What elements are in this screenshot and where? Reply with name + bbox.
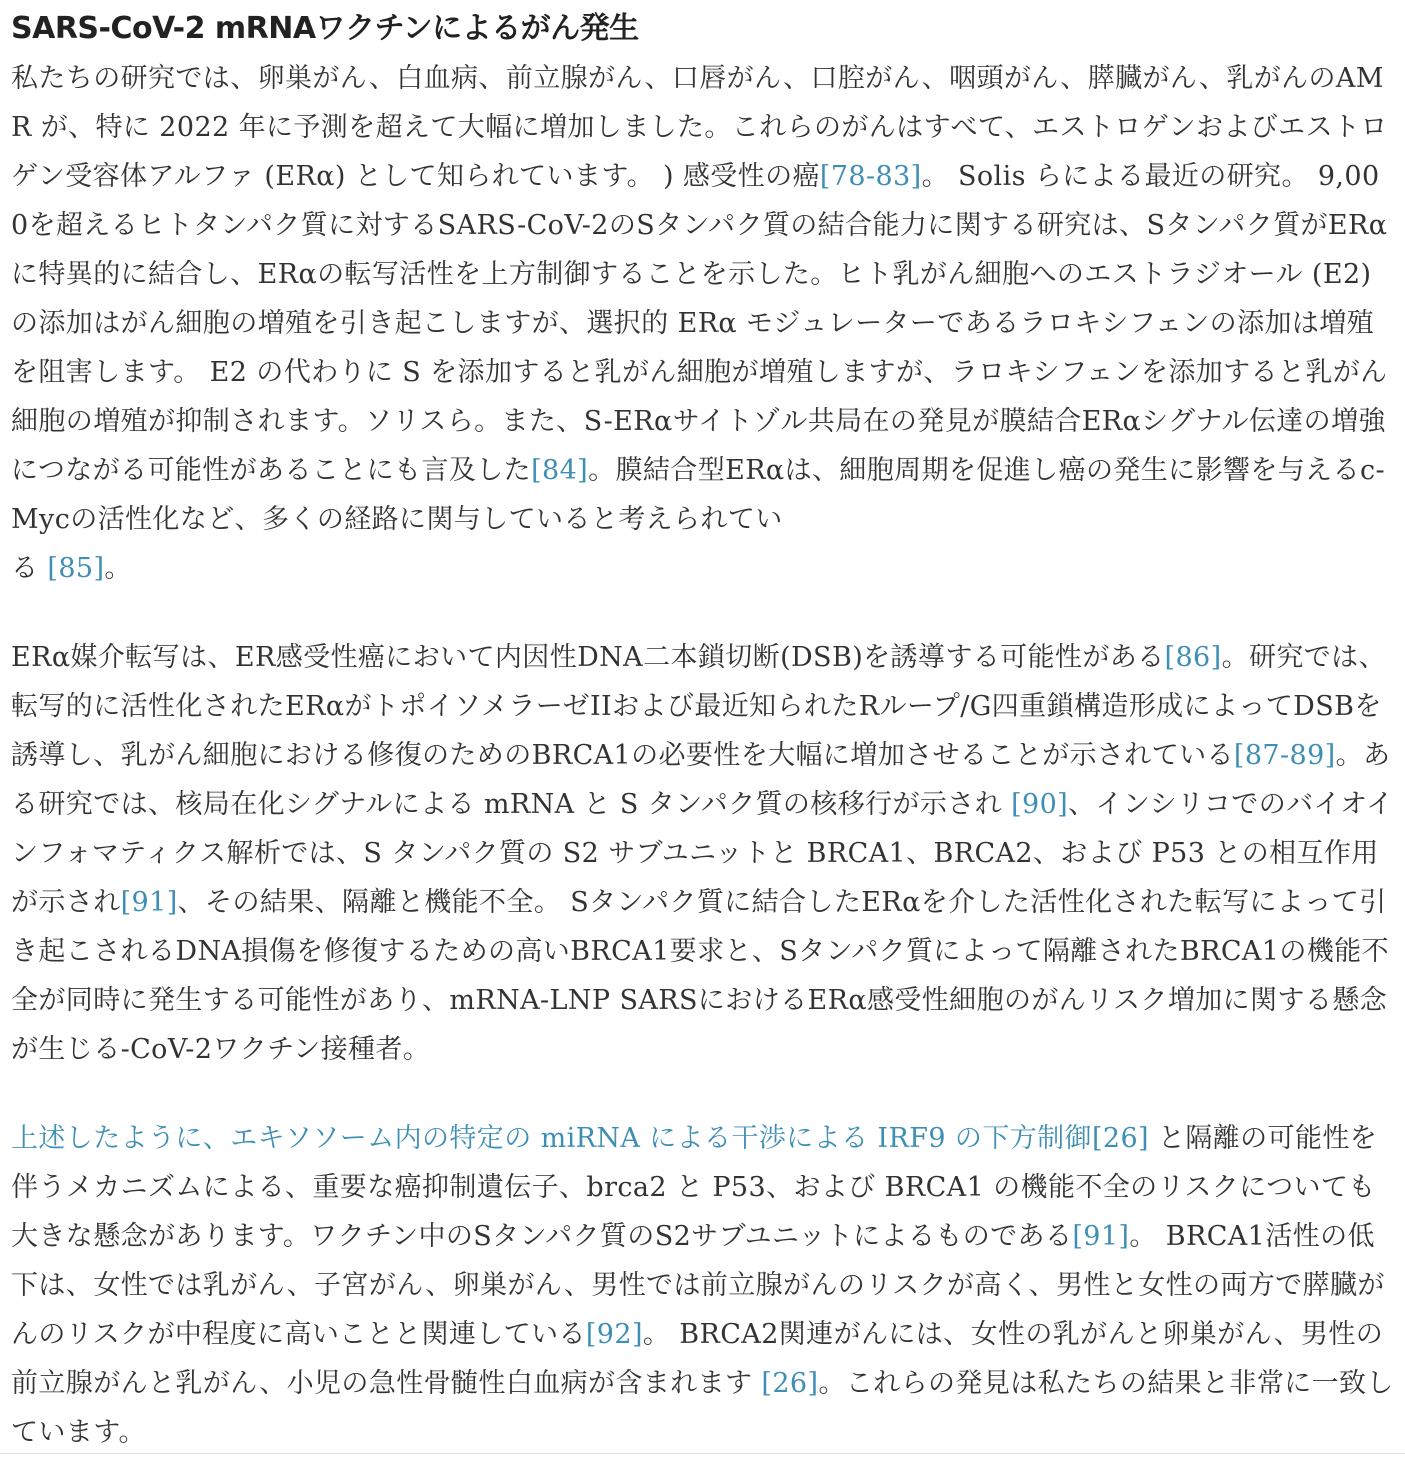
- citation-86-link[interactable]: [86]: [1165, 642, 1222, 673]
- paragraph-2-text-2: 。研究では、転写的に活性化されたERαがトポイソメラーゼIIおよび最近知られたRループ/G四重鎖構造形成によってDSBを誘導し、乳がん細胞における修復のためのBRCA1の必要性を大幅に増加させることが示されている: [11, 642, 1386, 771]
- citation-84-link[interactable]: [84]: [531, 455, 588, 486]
- irf9-downregulation-link[interactable]: 上述したように、エキソソーム内の特定の miRNA による干渉による IRF9 の下方制御: [11, 1123, 1092, 1154]
- citation-90-link[interactable]: [90]: [1011, 789, 1068, 820]
- paragraph-1-text-2: 。 Solis らによる最近の研究。 9,000を超えるヒトタンパク質に対するSARS-CoV-2のSタンパク質の結合能力に関する研究は、Sタンパク質がERαに特異的に結合し、ERαの転写活性を上方制御することを示した。ヒト乳がん細胞へのエストラジオール (E2) の添加はがん細胞の増殖を引き起こしますが、選択的 ERα モジュレーターであるラロキシフェンの添加は増殖を阻害します。 E2 の代わりに S を添加すると乳がん細胞が増殖しますが、ラロキシフェンを添加すると乳がん細胞の増殖が抑制されます。ソリスら。また、S-ERαサイトゾル共局在の発見が膜結合ERαシグナル伝達の増強につながる可能性があることにも言及した: [11, 161, 1388, 486]
- paragraph-3-text-2: 。 BRCA1活性の低下は、女性では乳がん、子宮がん、卵巣がん、男性では前立腺がんのリスクが高く、男性と女性の両方で膵臓がんのリスクが中程度に高いことと関連している: [11, 1221, 1385, 1350]
- section-heading: SARS-CoV-2 mRNAワクチンによるがん発生: [11, 6, 1394, 52]
- paragraph-2-text-1: ERα媒介転写は、ER感受性癌において内因性DNA二本鎖切断(DSB)を誘導する可能性がある: [11, 642, 1165, 673]
- paragraph-2-text-4: 、インシリコでのバイオインフォマティクス解析では、S タンパク質の S2 サブユニットと BRCA1、BRCA2、および P53 との相互作用が示され: [11, 789, 1394, 918]
- citation-91-link-2[interactable]: [91]: [1072, 1221, 1129, 1252]
- paragraph-1: [11, 54, 1394, 593]
- paragraph-3-text-1: と隔離の可能性を伴うメカニズムによる、重要な癌抑制遺伝子、brca2 と P53、および BRCA1 の機能不全のリスクについても大きな懸念があります。ワクチン中のSタンパク質のS2サブユニットによるものである: [11, 1123, 1377, 1252]
- paragraph-3-text-4: 。これらの発見は私たちの結果と非常に一致しています。: [11, 1368, 1394, 1448]
- citation-26-link-2[interactable]: [26]: [761, 1368, 818, 1399]
- paragraph-3-text-3: 。 BRCA2関連がんには、女性の乳がんと卵巣がん、男性の前立腺がんと乳がん、小児の急性骨髄性白血病が含まれます: [11, 1319, 1383, 1399]
- paragraph-1-text-5: 。: [104, 553, 131, 584]
- paragraph-1-text-3: 。膜結合型ERαは、細胞周期を促進し癌の発生に影響を与えるc-Mycの活性化など、多くの経路に関与していると考えられてい: [11, 455, 1385, 535]
- paragraph-2-text-3: 。ある研究では、核局在化シグナルによる mRNA と S タンパク質の核移行が示され: [11, 740, 1390, 820]
- citation-78-83-link[interactable]: [78-83]: [820, 161, 922, 192]
- paragraph-2-text-5: 、その結果、隔離と機能不全。 Sタンパク質に結合したERαを介した活性化された転写によって引き起こされるDNA損傷を修復するための高いBRCA1要求と、Sタンパク質によって隔離されたBRCA1の機能不全が同時に発生する可能性があり、mRNA-LNP SARSにおけるERα感受性細胞のがんリスク増加に関する懸念が生じる-CoV-2ワクチン接種者。: [11, 887, 1389, 1065]
- citation-87-89-link[interactable]: [87-89]: [1234, 740, 1336, 771]
- citation-26-link[interactable]: [26]: [1092, 1123, 1149, 1154]
- citation-91-link[interactable]: [91]: [121, 887, 178, 918]
- citation-92-link[interactable]: [92]: [586, 1319, 643, 1350]
- paragraph-3: [11, 1114, 1394, 1457]
- paragraph-1-text-4: る: [11, 553, 47, 584]
- paragraph-1-text-1: 私たちの研究では、卵巣がん、白血病、前立腺がん、口唇がん、口腔がん、咽頭がん、膵臓がん、乳がんのAMR が、特に 2022 年に予測を超えて大幅に増加しました。これらのがんはすべて、エストロゲンおよびエストロゲン受容体アルファ (ERα) として知られています。 ) 感受性の癌: [11, 63, 1388, 192]
- paragraph-2: [11, 633, 1394, 1074]
- citation-85-link[interactable]: [85]: [47, 553, 104, 584]
